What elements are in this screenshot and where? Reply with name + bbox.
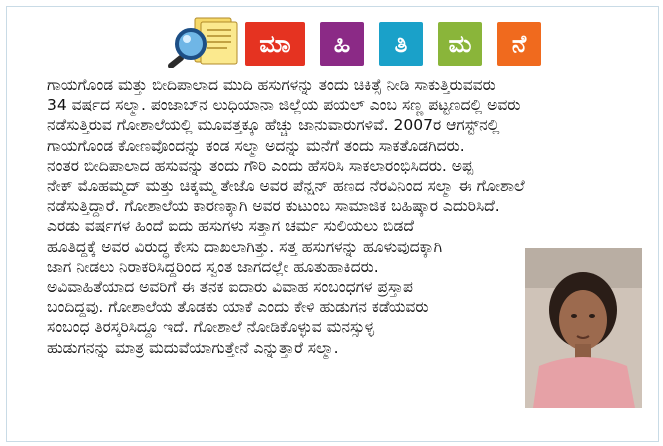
title-letter-5: ನೆ [497,22,541,66]
article-panel [6,6,659,442]
text-line: ಬಂದಿದ್ದವು. ಗೋಶಾಲೆಯ ತೊಡಕು ಯಾಕೆ ಎಂದು ಕೇಳಿ ಹುಡುಗನ ಕಡೆಯವರು [47,298,429,317]
text-line: ಗಾಯಗೊಂಡ ಮತ್ತು ಬೀದಿಪಾಲಾದ ಮುದಿ ಹಸುಗಳನ್ನು ತಂದು ಚಿಕಿತ್ಸೆ ನೀಡಿ ಸಾಕುತ್ತಿರುವವರು [47,76,496,94]
title-letter-1: ಮಾ [245,22,305,66]
text-line: ನಂತರ ಬೀದಿಪಾಲಾದ ಹಸುವನ್ನು ತಂದು ಗೌರಿ ಎಂದು ಹೆಸರಿಸಿ ಸಾಕಲಾರಂಭಿಸಿದರು. ಅಪ್ಪ [47,156,474,175]
text-line: ಅವಿವಾಹಿತೆಯಾದ ಅವರಿಗೆ ಈ ತನಕ ಐದಾರು ವಿವಾಹ ಸಂಬಂಧಗಳ ಪ್ರಸ್ತಾಪ [47,278,413,297]
text-line: 34 ವರ್ಷದ ಸಲ್ಮಾ. ಪಂಜಾಬ್‌ನ ಲುಧಿಯಾನಾ ಜಿಲ್ಲೆಯ ಪಯಲ್ ಎಂಬ ಸಣ್ಣ ಪಟ್ಟಣದಲ್ಲಿ ಅವರು [47,96,521,115]
magnifier-document-icon [167,14,245,68]
paragraph-1 [47,75,647,216]
text-line: ಹೂತಿದ್ದಕ್ಕೆ ಅವರ ವಿರುದ್ಧ ಕೇಸು ದಾಖಲಾಗಿತ್ತು. ಸತ್ತ ಹಸುಗಳನ್ನು ಹೂಳುವುದಕ್ಕಾಗಿ [47,237,443,256]
header [7,7,658,73]
text-line: ನಡೆಸುತ್ತಿದ್ದಾರೆ. ಗೋಶಾಲೆಯ ಕಾರಣಕ್ಕಾಗಿ ಅವರ ಕುಟುಂಬ ಸಾಮಾಜಿಕ ಬಹಿಷ್ಕಾರ ಎದುರಿಸಿದೆ. [47,197,500,216]
text-line: ಗಾಯಗೊಂಡ ಕೋಣವೊಂದನ್ನು ಕಂಡ ಸಲ್ಮಾ ಅದನ್ನು ಮನೆಗೆ ತಂದು ಸಾಕತೊಡಗಿದರು. [47,136,465,155]
text-line: ನಡೆಸುತ್ತಿರುವ ಗೋಶಾಲೆಯಲ್ಲಿ ಮೂವತ್ತಕ್ಕೂ ಹೆಚ್ಚು ಜಾನುವಾರುಗಳಿವೆ. 2007ರ ಆಗಸ್ಟ್‌ನಲ್ಲಿ [47,116,500,135]
text-line: ನೇಕ್ ಮೊಹಮ್ಮದ್ ಮತ್ತು ಚಿಕ್ಕಮ್ಮ ತೇಜೊ ಅವರ ಪೆನ್ಷನ್ ಹಣದ ನೆರವಿನಿಂದ ಸಲ್ಮಾ ಈ ಗೋಶಾಲೆ [47,177,525,196]
text-line: ಜಾಗ ನೀಡಲು ನಿರಾಕರಿಸಿದ್ದರಿಂದ ಸ್ವಂತ ಜಾಗದಲ್ಲೇ ಹೂತುಹಾಕಿದರು. [47,257,379,276]
text-line: ಸಂಬಂಧ ತಿರಸ್ಕರಿಸಿದ್ದೂ ಇದೆ. ಗೋಶಾಲೆ ನೋಡಿಕೊಳ್ಳುವ ಮನಸ್ಸುಳ್ಳ [47,318,375,337]
text-line: ಹುಡುಗನನ್ನು ಮಾತ್ರ ಮದುವೆಯಾಗುತ್ತೇನೆ ಎನ್ನುತ್ತಾರೆ ಸಲ್ಮಾ. [47,338,339,357]
text-line: ಎರಡು ವರ್ಷಗಳ ಹಿಂದೆ ಐದು ಹಸುಗಳು ಸತ್ತಾಗ ಚರ್ಮ ಸುಲಿಯಲು ಬಿಡದೆ [47,217,414,236]
portrait-photo [525,248,642,408]
title-letter-4: ಮ [438,22,482,66]
title-letter-3: ತಿ [379,22,423,66]
title-letter-2: ಹಿ [320,22,364,66]
